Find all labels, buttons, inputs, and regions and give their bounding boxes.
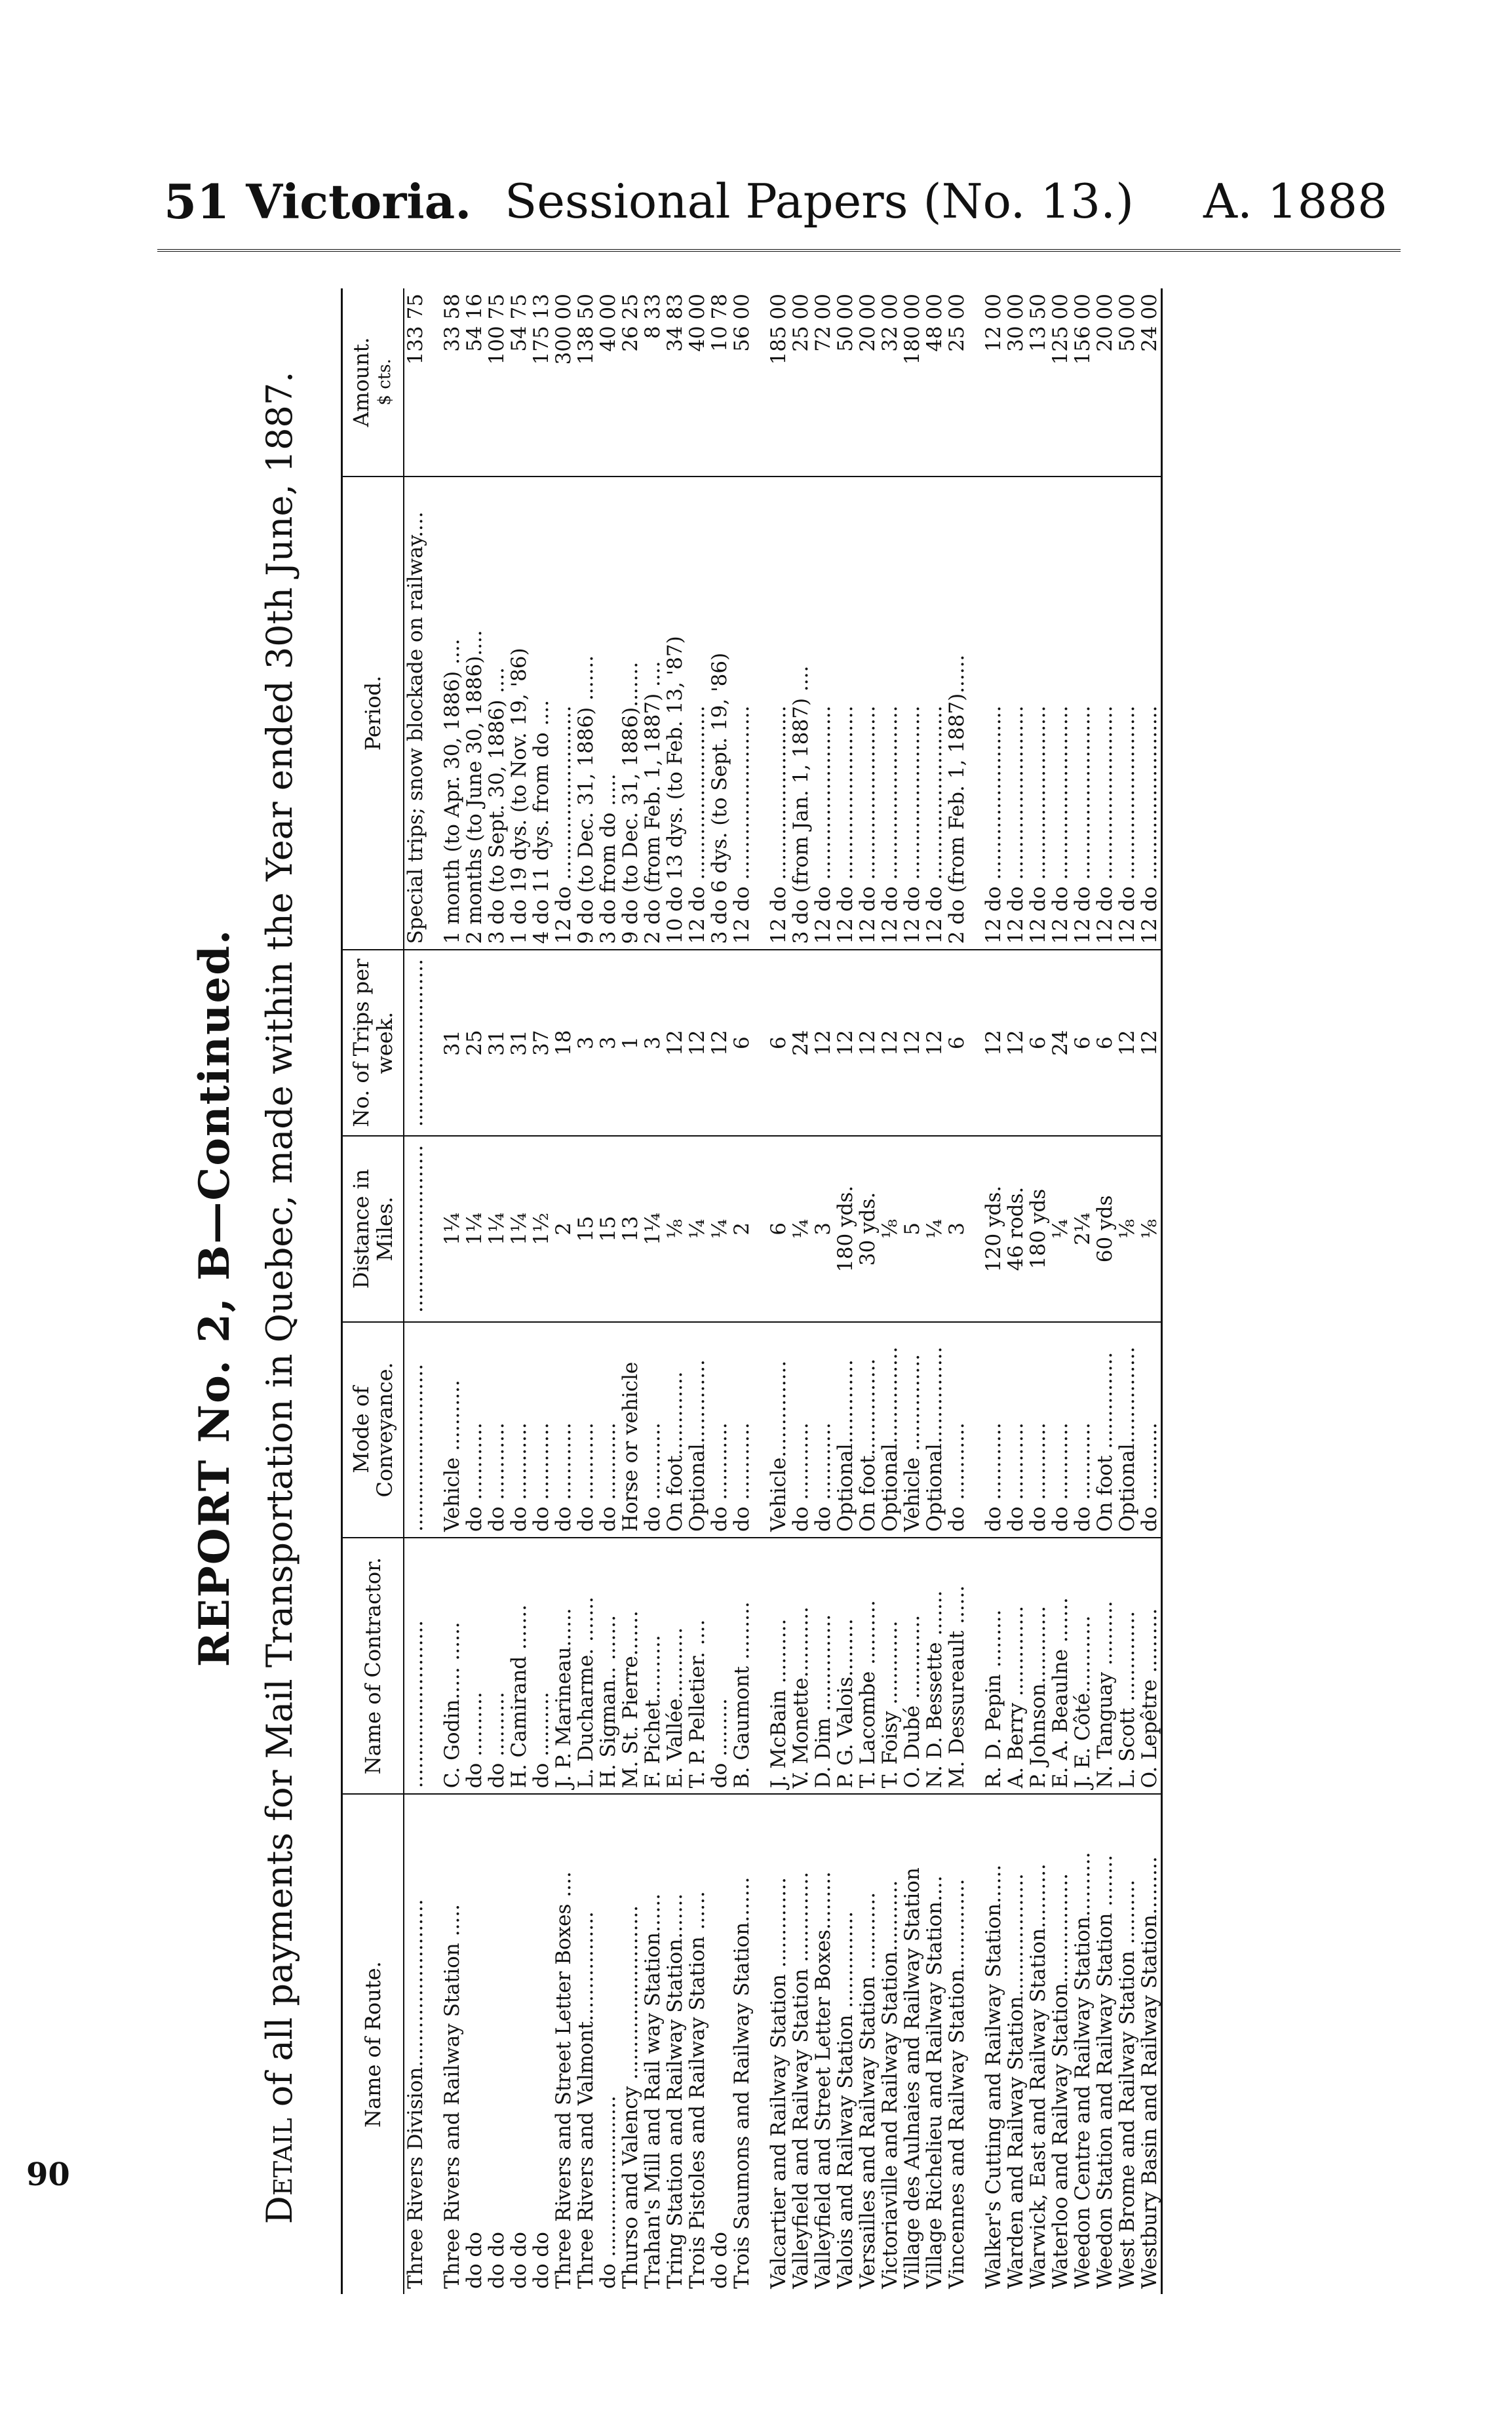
cell-amount: 40 00 [597,288,619,477]
table-row [486,288,508,2294]
table-row [879,288,901,2294]
cell-distance: 120 yds. [982,1136,1005,1322]
cell-contractor: do .......... [463,1538,486,1794]
cell-amount: 185 00 [767,288,790,477]
cell-trips: 31 [441,950,463,1136]
col-header-contractor: Name of Contractor. [342,1538,404,1794]
cell-distance: 1¼ [508,1136,530,1322]
cell-period: 2 do (from Feb. 1, 1887)...... [946,477,968,950]
cell-mode: do ............ [486,1322,508,1538]
cell-mode: .......................... [404,1322,427,1538]
cell-contractor: C. Godin..... ...... [441,1538,463,1794]
cell-route: Warden and Railway Station................... [1004,1873,1028,2289]
cell-trips: 3 [597,950,619,1136]
cell-period: 12 do ........................... [923,477,946,950]
cell-contractor: do .......... [530,1538,552,1794]
cell-amount: 32 00 [879,288,901,477]
cell-amount: 56 00 [731,288,753,477]
cell-trips: 6 [946,950,968,1136]
cell-mode: Optional............... [923,1322,946,1538]
cell-mode: Vehicle ............... [901,1322,923,1538]
col-header-distance: Distance in Miles. [342,1136,404,1322]
table-row [552,288,575,2294]
cell-contractor: M. St. Pierre....... [619,1538,642,1794]
currency-label: $ cts. [375,359,395,406]
cell-period: 12 do ........................... [731,477,753,950]
cell-mode: do ............ [597,1322,619,1538]
cell-amount: 72 00 [812,288,834,477]
cell-distance: 2 [552,1136,575,1322]
cell-trips: .......................... [404,950,427,1136]
cell-trips: 6 [1094,950,1116,1136]
cell-contractor: R. D. Pepin ......... [982,1538,1005,1794]
cell-trips: 12 [857,950,879,1136]
table-row [812,288,834,2294]
group-spacer [968,288,982,2294]
cell-period: 12 do ........................... [834,477,857,950]
cell-period: 12 do ........................... [812,477,834,950]
table-row [901,288,923,2294]
cell-mode: do ............ [731,1322,753,1538]
cell-contractor: H. Camirand ....... [508,1538,530,1794]
col-header-period: Period. [342,477,404,950]
cell-amount: 54 16 [463,288,486,477]
cell-mode: On foot ............... [1094,1322,1116,1538]
cell-period: 9 do (to Dec. 31, 1886)....... [619,477,642,950]
cell-distance: ¼ [708,1136,731,1322]
cell-mode: do ............ [708,1322,731,1538]
cell-trips: 6 [767,950,790,1136]
table-row [731,288,753,2294]
cell-route: Three Rivers and Valmont................. [574,1911,598,2289]
cell-amount: 133 75 [404,288,427,477]
cell-mode: Vehicle ........... [441,1322,463,1538]
cell-amount: 54 75 [508,288,530,477]
cell-contractor: T. Foisy ............. [879,1538,901,1794]
cell-mode: On foot............. [664,1322,686,1538]
cell-route: Versailles and Railway Station ............ [856,1892,880,2289]
cell-distance: 1½ [530,1136,552,1322]
table-row [790,288,812,2294]
cell-trips: 12 [708,950,731,1136]
col-header-route: Name of Route. [342,1794,404,2294]
payments-table [341,288,1163,2294]
cell-route: Three Rivers and Railway Station ..... [440,1904,464,2289]
cell-period: 12 do ........................... [1005,477,1027,950]
cell-period: Special trips; snow blockade on railway.... [404,477,427,950]
cell-distance: 15 [597,1136,619,1322]
table-row [530,288,552,2294]
cell-amount: 180 00 [901,288,923,477]
cell-trips: 12 [982,950,1005,1136]
cell-distance: 1¼ [463,1136,486,1322]
cell-contractor: E. Vallée........... [664,1538,686,1794]
table-row [708,288,731,2294]
cell-trips: 31 [508,950,530,1136]
cell-amount: 25 00 [790,288,812,477]
cell-contractor: J. P. Marineau...... [552,1538,575,1794]
cell-trips: 1 [619,950,642,1136]
cell-contractor: H. Sigman.. ....... [597,1538,619,1794]
cell-route: Walker's Cutting and Railway Station...... [982,1864,1005,2289]
cell-route: Weedon Centre and Railway Station.......... [1071,1852,1095,2289]
cell-period: 12 do ........................... [686,477,708,950]
cell-distance: ⅛ [879,1136,901,1322]
cell-trips: 6 [731,950,753,1136]
cell-period: 4 do 11 dys. from do .... [530,477,552,950]
cell-mode: Vehicle............... [767,1322,790,1538]
cell-route: do do [708,2232,731,2289]
amount-label: Amount. [349,337,374,427]
cell-amount: 100 75 [486,288,508,477]
cell-period: 3 do (to Sept. 30, 1886) .... [486,477,508,950]
cell-amount: 300 00 [552,288,575,477]
table-row [404,288,427,2294]
cell-period: 12 do ........................... [1072,477,1094,950]
cell-route: Valleyfield and Railway Station .............. [789,1871,813,2289]
cell-distance: 6 [767,1136,790,1322]
cell-distance: ¼ [923,1136,946,1322]
table-row [1027,288,1049,2294]
cell-mode: Optional............... [879,1322,901,1538]
cell-distance: 180 yds [1027,1136,1049,1322]
cell-contractor: D. Dim ............... [812,1538,834,1794]
cell-contractor: .......................... [404,1538,427,1794]
cell-mode: Optional............... [1116,1322,1138,1538]
cell-route: Valleyfield and Street Letter Boxes......... [811,1871,835,2289]
subtitle-lead: Detail [259,2118,300,2225]
cell-amount: 25 00 [946,288,968,477]
cell-trips: 12 [879,950,901,1136]
cell-period: 12 do ........................... [1094,477,1116,950]
cell-contractor: N. Tanguay .......... [1094,1538,1116,1794]
table-row [463,288,486,2294]
cell-amount: 50 00 [834,288,857,477]
cell-amount: 175 13 [530,288,552,477]
cell-route: Trois Pistoles and Railway Station ...... [686,1891,709,2289]
cell-trips: 12 [1005,950,1027,1136]
cell-distance: 15 [575,1136,597,1322]
cell-mode: do ............ [1027,1322,1049,1538]
cell-distance: ¼ [1049,1136,1072,1322]
cell-amount: 26 25 [619,288,642,477]
cell-trips: 25 [463,950,486,1136]
cell-route: do do [507,2232,531,2289]
cell-route: Village des Aulnaies and Railway Station [901,1867,924,2289]
cell-trips: 6 [1027,950,1049,1136]
cell-period: 12 do ........................... [857,477,879,950]
cell-contractor: M. Dessureault ...... [946,1538,968,1794]
cell-route: Trahan's Mill and Rail way Station...... [641,1893,665,2289]
cell-distance: 2¼ [1072,1136,1094,1322]
cell-route: Thurso and Valency ........................... [619,1905,642,2289]
group-spacer [427,288,441,2294]
header-sessional-papers: Sessional Papers (No. 13.) [505,174,1134,229]
cell-period: 9 do (to Dec. 31, 1886) ....... [575,477,597,950]
cell-mode: do ............ [790,1322,812,1538]
cell-amount: 20 00 [1094,288,1116,477]
cell-contractor: L. Scott .............. [1116,1538,1138,1794]
rotated-report-page [190,288,1396,2307]
cell-route: Trois Saumons and Railway Station....... [730,1877,754,2289]
cell-trips: 12 [901,950,923,1136]
cell-period: 12 do ........................... [767,477,790,950]
cell-mode: do ............ [1005,1322,1027,1538]
cell-contractor: do ......... [708,1538,731,1794]
table-row [642,288,664,2294]
report-subtitle [259,288,300,2307]
cell-amount: 10 78 [708,288,731,477]
table-row [1138,288,1162,2294]
cell-amount: 48 00 [923,288,946,477]
cell-route: do do [463,2232,486,2289]
cell-mode: do ............ [552,1322,575,1538]
cell-trips: 3 [575,950,597,1136]
cell-contractor: do .......... [486,1538,508,1794]
cell-period: 12 do ........................... [879,477,901,950]
report-title: REPORT No. 2, B—Continued. [190,928,239,1667]
cell-distance: 1¼ [642,1136,664,1322]
cell-period: 2 do (from Feb. 1, 1887) .... [642,477,664,950]
cell-mode: Horse or vehicle [619,1322,642,1538]
cell-period: 12 do ........................... [1138,477,1162,950]
cell-mode: do ............ [1049,1322,1072,1538]
cell-trips: 12 [812,950,834,1136]
cell-trips: 12 [686,950,708,1136]
cell-distance: ⅛ [1116,1136,1138,1322]
table-row [619,288,642,2294]
cell-mode: do ............ [463,1322,486,1538]
cell-distance: ⅛ [664,1136,686,1322]
cell-amount: 156 00 [1072,288,1094,477]
table-row [597,288,619,2294]
cell-route: Weedon Station and Railway Station ........ [1093,1854,1117,2289]
header-year: A. 1888 [1203,174,1387,229]
cell-contractor: J. E. Côté............ [1072,1538,1094,1794]
cell-contractor: L. Ducharme. ....... [575,1538,597,1794]
table-row [1049,288,1072,2294]
cell-amount: 40 00 [686,288,708,477]
cell-distance: 30 yds. [857,1136,879,1322]
col-header-amount [342,288,404,477]
page-number: 90 [26,2156,70,2193]
cell-distance: ¼ [686,1136,708,1322]
cell-amount: 8 33 [642,288,664,477]
cell-amount: 13 50 [1027,288,1049,477]
cell-amount: 12 00 [982,288,1005,477]
cell-mode: do ............ [508,1322,530,1538]
col-header-trips: No. of Trips per week. [342,950,404,1136]
cell-trips: 3 [642,950,664,1136]
header-session: 51 Victoria. [164,174,472,229]
table-row [575,288,597,2294]
cell-route: Victoriaville and Railway Station........... [878,1880,902,2289]
cell-trips: 18 [552,950,575,1136]
cell-contractor: O. Lepêtre .......... [1138,1538,1162,1794]
cell-trips: 12 [1116,950,1138,1136]
cell-distance: ⅛ [1138,1136,1162,1322]
cell-route: Vincennes and Railway Station.............. [945,1878,969,2289]
table-row [923,288,946,2294]
table-row [982,288,1005,2294]
cell-period: 10 do 13 dys. (to Feb. 13, '87) [664,477,686,950]
table-row [834,288,857,2294]
cell-distance: 5 [901,1136,923,1322]
cell-mode: do ............ [946,1322,968,1538]
cell-distance: .......................... [404,1136,427,1322]
cell-contractor: T. P. Pelletier. .... [686,1538,708,1794]
cell-distance: 46 rods. [1005,1136,1027,1322]
cell-mode: Optional............. [834,1322,857,1538]
cell-period: 1 do 19 dys. (to Nov. 19, '86) [508,477,530,950]
cell-route: West Brome and Railway Station .......... [1115,1879,1139,2289]
cell-trips: 37 [530,950,552,1136]
cell-period: 12 do ........................... [982,477,1005,950]
cell-amount: 30 00 [1005,288,1027,477]
table-row [767,288,790,2294]
cell-distance: 1¼ [441,1136,463,1322]
cell-distance: ¼ [790,1136,812,1322]
cell-trips: 6 [1072,950,1094,1136]
cell-trips: 24 [790,950,812,1136]
cell-mode: On foot............... [857,1322,879,1538]
group-spacer [753,288,767,2294]
cell-mode: do ............ [982,1322,1005,1538]
cell-contractor: N. D. Bessette ....... [923,1538,946,1794]
cell-distance: 180 yds. [834,1136,857,1322]
cell-route: Westbury Basin and Railway Station......... [1138,1794,1162,2294]
cell-distance: 3 [812,1136,834,1322]
table-row [441,288,463,2294]
cell-distance: 3 [946,1136,968,1322]
table-row [857,288,879,2294]
header-rule [157,249,1401,257]
cell-mode: Optional............. [686,1322,708,1538]
cell-amount: 24 00 [1138,288,1162,477]
cell-amount: 138 50 [575,288,597,477]
cell-route: Tring Station and Railway Station....... [663,1893,687,2289]
cell-route: Three Rivers and Street Letter Boxes .... [552,1871,575,2289]
cell-route: Valois and Railway Station ............... [834,1911,857,2289]
table-row [946,288,968,2294]
table-row [508,288,530,2294]
cell-trips: 31 [486,950,508,1136]
cell-contractor: J. McBain .......... [767,1538,790,1794]
cell-route: do do [530,2232,553,2289]
col-header-mode: Mode of Conveyance. [342,1322,404,1538]
cell-trips: 12 [1138,950,1162,1136]
cell-period: 3 do (from Jan. 1, 1887) .... [790,477,812,950]
table-row [1005,288,1027,2294]
cell-route: Waterloo and Railway Station................. [1049,1873,1072,2289]
cell-amount: 34 83 [664,288,686,477]
cell-amount: 50 00 [1116,288,1138,477]
cell-period: 2 months (to June 30, 1886).... [463,477,486,950]
cell-mode: do ............ [530,1322,552,1538]
table-row [686,288,708,2294]
cell-distance: 60 yds [1094,1136,1116,1322]
cell-contractor: O. Dubé ............. [901,1538,923,1794]
cell-route: do ......................... [596,2095,620,2289]
cell-route: Valcartier and Railway Station .............. [767,1877,790,2289]
table-body [404,288,1162,2294]
cell-trips: 12 [664,950,686,1136]
cell-mode: do ............ [575,1322,597,1538]
table-row [1116,288,1138,2294]
cell-contractor: T. Lacombe .......... [857,1538,879,1794]
table-row [1072,288,1094,2294]
cell-mode: do ............ [812,1322,834,1538]
cell-contractor: V. Monette........... [790,1538,812,1794]
cell-period: 12 do ........................... [1116,477,1138,950]
cell-mode: do ............ [1072,1322,1094,1538]
cell-period: 1 month (to Apr. 30, 1886) .... [441,477,463,950]
table-row [664,288,686,2294]
cell-period: 12 do ........................... [552,477,575,950]
cell-period: 3 do 6 dys. (to Sept. 19, '86) [708,477,731,950]
cell-trips: 24 [1049,950,1072,1136]
cell-period: 12 do ........................... [1027,477,1049,950]
cell-period: 12 do ........................... [1049,477,1072,950]
cell-distance: 2 [731,1136,753,1322]
table-row [1094,288,1116,2294]
cell-route: do do [485,2232,509,2289]
cell-amount: 33 58 [441,288,463,477]
cell-route: Three Rivers Division.......................... [404,1899,427,2289]
cell-route: Warwick, East and Railway Station.......... [1026,1863,1050,2289]
cell-contractor: E. A. Beaulne ....... [1049,1538,1072,1794]
cell-contractor: B. Gaumont ......... [731,1538,753,1794]
cell-contractor: P. G. Valois......... [834,1538,857,1794]
cell-mode: do ............ [1138,1322,1162,1538]
cell-contractor: P. Johnson............ [1027,1538,1049,1794]
table-header-row [342,288,404,2294]
cell-period: 3 do from do ..... [597,477,619,950]
cell-mode: do ............ [642,1322,664,1538]
cell-distance: 1¼ [486,1136,508,1322]
subtitle-text: of all payments for Mail Transportation in Quebec, made within the Year ended 30th June, 1887. [259,371,300,2118]
cell-period: 12 do ........................... [901,477,923,950]
cell-trips: 12 [834,950,857,1136]
cell-trips: 12 [923,950,946,1136]
cell-route: Village Richelieu and Railway Station.... [923,1875,946,2289]
cell-amount: 20 00 [857,288,879,477]
cell-contractor: F. Pichet.......... [642,1538,664,1794]
cell-distance: 13 [619,1136,642,1322]
cell-contractor: A. Berry .............. [1005,1538,1027,1794]
cell-amount: 125 00 [1049,288,1072,477]
